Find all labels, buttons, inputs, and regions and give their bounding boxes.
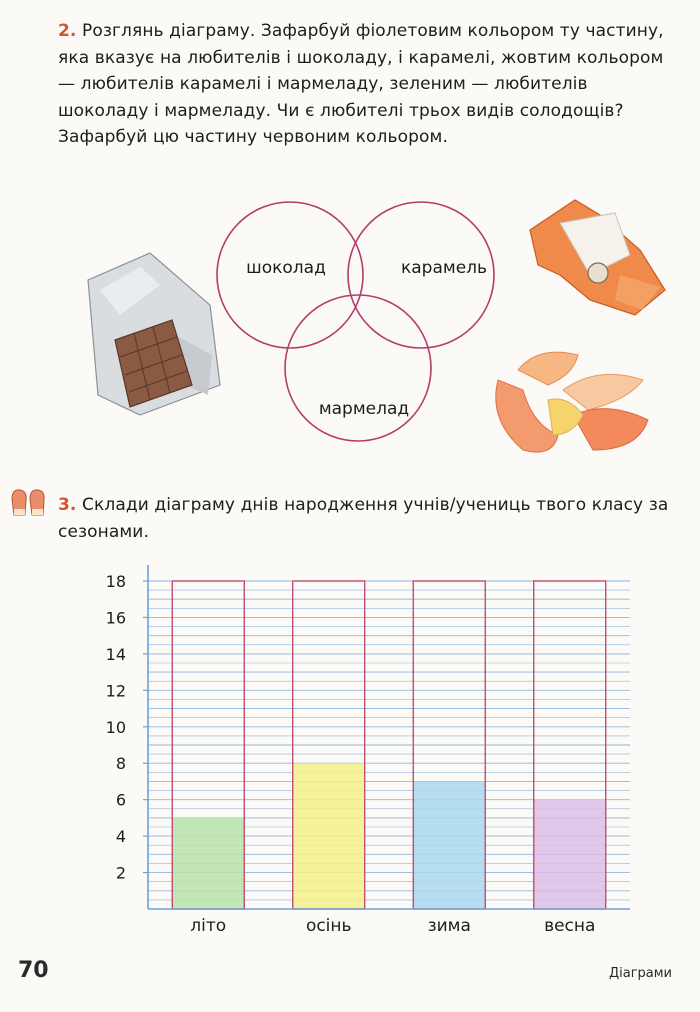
section-name: Діаграми	[608, 966, 672, 981]
y-tick-label: 12	[105, 681, 126, 701]
bar-літо	[172, 818, 244, 909]
task-3-number: 3.	[58, 495, 77, 515]
chocolate-bar-illustration	[80, 245, 225, 425]
task-3	[58, 492, 673, 545]
venn-circle-marmalade[interactable]	[285, 295, 431, 441]
category-label: зима	[427, 916, 471, 936]
birthday-season-bar-chart	[0, 540, 700, 960]
venn-label-caramel: карамель	[400, 258, 488, 278]
bar-зима	[413, 781, 485, 909]
venn-label-marmalade: мармелад	[318, 399, 410, 419]
category-label: весна	[544, 916, 596, 936]
y-tick-label: 2	[115, 863, 126, 883]
venn-label-chocolate: шоколад	[246, 258, 326, 278]
bar-осінь	[293, 763, 365, 909]
category-label: осінь	[305, 916, 352, 936]
y-tick-label: 8	[115, 754, 126, 774]
y-tick-label: 10	[105, 717, 126, 737]
y-tick-label: 18	[105, 572, 126, 591]
task-2-text: Розглянь діаграму. Зафарбуй фіолетовим кольором ту частину, яка вказує на любителів і шоколаду, і карамелі, жовтим кольором — любителів карамелі і мармеладу, зеленим — любителів шоколаду і мармеладу. Чи є любителі трьох видів солодощів? Зафарбуй цю частину червоним кольором.	[58, 21, 664, 147]
chart-categories	[190, 916, 595, 936]
category-label: літо	[190, 916, 227, 936]
y-tick-label: 6	[115, 790, 126, 810]
task-3-text: Склади діаграму днів народження учнів/учениць твого класу за сезонами.	[58, 495, 669, 542]
bar-весна	[534, 800, 606, 909]
marmalade-illustration	[478, 340, 663, 465]
caramel-candy-illustration	[520, 195, 670, 320]
chart-y-ticks	[106, 572, 148, 883]
y-tick-label: 14	[105, 644, 126, 664]
y-tick-label: 4	[115, 827, 126, 847]
task-2-number: 2.	[58, 21, 77, 41]
mittens-icon	[8, 485, 48, 519]
y-tick-label: 16	[105, 608, 126, 628]
page-number: 70	[18, 958, 49, 983]
